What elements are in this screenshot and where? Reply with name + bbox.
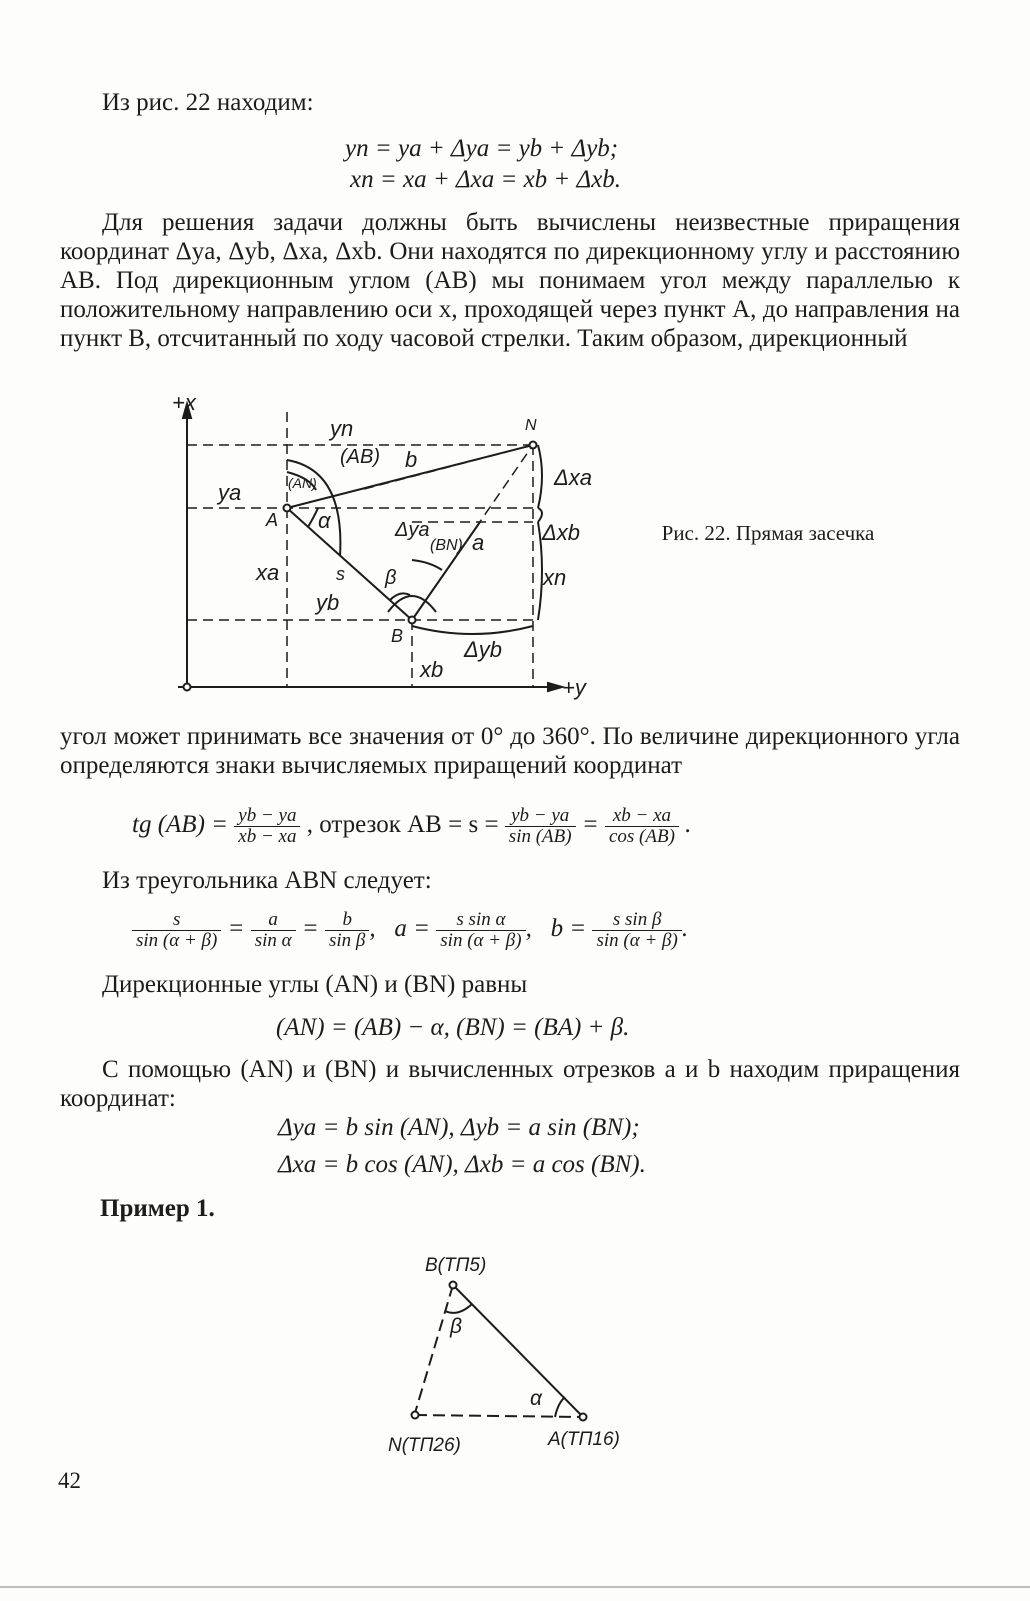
arc-alpha	[308, 508, 318, 527]
tg-fraction: $\frac{yb - ya}{xb - xa}$	[234, 806, 300, 847]
equation-sine-law: $\frac{s}{\sin (\alpha + \beta)}$ = $\frac{a}{\text{sin α}}$ = $\frac{b}{\text{sin β}}$ , a = $\frac{\text{s sin α}}{\sin (\alpha + \beta)}$ , b = $\frac{\text{s sin β}}{\sin (\alpha + \beta)}$ .	[132, 910, 688, 951]
label-xn: xn	[543, 565, 567, 590]
label-x-axis: +x	[172, 390, 196, 415]
y-axis-arrow	[548, 683, 562, 691]
label-alpha-example: α	[530, 1387, 542, 1410]
label-beta-example: β	[450, 1315, 462, 1338]
label-alpha: α	[318, 508, 331, 533]
label-xa: xa	[256, 560, 280, 585]
b-equals: b =	[550, 915, 587, 943]
label-AN-angle: (AN)	[288, 475, 317, 491]
label-dya: Δya	[395, 519, 430, 541]
label-dyb: Δyb	[464, 637, 502, 662]
paragraph-increments: С помощью (AN) и (BN) и вычисленных отрезков a и b находим приращения координат:	[60, 1056, 960, 1112]
figure-22-caption: Рис. 22. Прямая засечка	[661, 521, 875, 545]
label-yn: yn	[330, 416, 354, 441]
arc-BN	[412, 560, 442, 570]
sine-fraction-2: $\frac{a}{\text{sin α}}$	[251, 910, 296, 951]
sine-fraction-a: $\frac{\text{s sin α}}{\sin (\alpha + \beta)}$	[436, 910, 525, 951]
label-B-tp5: B(ТП5)	[425, 1255, 487, 1276]
example-heading: Пример 1.	[100, 1195, 215, 1222]
intro-line: Из рис. 22 находим:	[102, 89, 314, 116]
label-BN-angle: (BN)	[430, 537, 463, 554]
label-b: b	[405, 447, 418, 472]
a-equals: a =	[394, 915, 431, 943]
label-B: B	[391, 626, 404, 646]
label-A: A	[266, 510, 279, 530]
angles-line: Дирекционные углы (AN) и (BN) равны	[102, 971, 528, 998]
sine-fraction-3: $\frac{b}{\text{sin β}}$	[325, 910, 369, 951]
equation-inc-y: Δya = b sin (AN), Δyb = a sin (BN);	[278, 1114, 640, 1141]
figure-22-diagram	[150, 390, 630, 710]
equation-xn: xn = xa + Δxa = xb + Δxb.	[350, 166, 622, 193]
label-xb: xb	[420, 657, 444, 682]
label-N-tp26: N(ТП26)	[388, 1435, 461, 1456]
segment-equals: =	[581, 811, 599, 839]
label-AB-angle: (AB)	[340, 446, 380, 468]
label-s: s	[336, 564, 345, 584]
page-number: 42	[58, 1468, 81, 1493]
segment-word: , отрезок AB = s =	[306, 811, 499, 839]
label-dxb: Δxb	[542, 520, 580, 545]
sine-fraction-b: $\frac{\text{s sin β}}{\sin (\alpha + \beta)}$	[592, 910, 681, 951]
label-a: a	[472, 530, 485, 555]
line-AB	[287, 508, 412, 620]
tg-left: tg (AB) =	[132, 811, 229, 839]
label-ya: ya	[218, 480, 242, 505]
triangle-line: Из треугольника ABN следует:	[102, 867, 432, 894]
label-A-tp16: A(ТП16)	[548, 1429, 620, 1450]
segment-fraction-1: $\frac{yb - ya}{\sin (AB)}$	[505, 806, 576, 847]
label-dxa: Δxa	[554, 465, 592, 490]
segment-fraction-2: $\frac{xb - xa}{\cos (AB)}$	[605, 806, 679, 847]
paragraph-definition: Для решения задачи должны быть вычислены неизвестные приращения координат Δya, Δyb, Δxa, Δxb. Они находятся по дирекционному углу и расстоянию AB. Под дирекционным углом (AB) мы понимаем угол между параллелью к положительному направлению оси x, проходящей через пункт A, до направления на пункт B, отсчитанный по ходу часовой стрелки. Таким образом, дирекционный	[60, 209, 960, 352]
example-triangle-diagram	[370, 1235, 650, 1465]
scan-bottom-border	[0, 1586, 1030, 1588]
paragraph-signs: угол может принимать все значения от 0° до 360°. По величине дирекционного угла определяются знаки вычисляемых приращений координат	[60, 723, 960, 779]
equation-tg-and-segment: tg (AB) = $\frac{yb - ya}{xb - xa}$ , отрезок AB = s = $\frac{yb - ya}{\sin (AB)}$ = $\frac{xb - xa}{\cos (AB)}$ .	[132, 805, 692, 847]
label-yb: yb	[316, 590, 340, 615]
equation-inc-x: Δxa = b cos (AN), Δxb = a cos (BN).	[278, 1151, 646, 1178]
label-N: N	[525, 417, 537, 434]
label-beta: β	[385, 567, 397, 589]
equation-angles: (AN) = (AB) − α, (BN) = (BA) + β.	[276, 1014, 630, 1041]
label-y-axis: +y	[562, 675, 586, 700]
equation-yn: yn = ya + Δya = yb + Δyb;	[345, 135, 619, 162]
sine-fraction-1: $\frac{s}{\sin (\alpha + \beta)}$	[132, 910, 221, 951]
